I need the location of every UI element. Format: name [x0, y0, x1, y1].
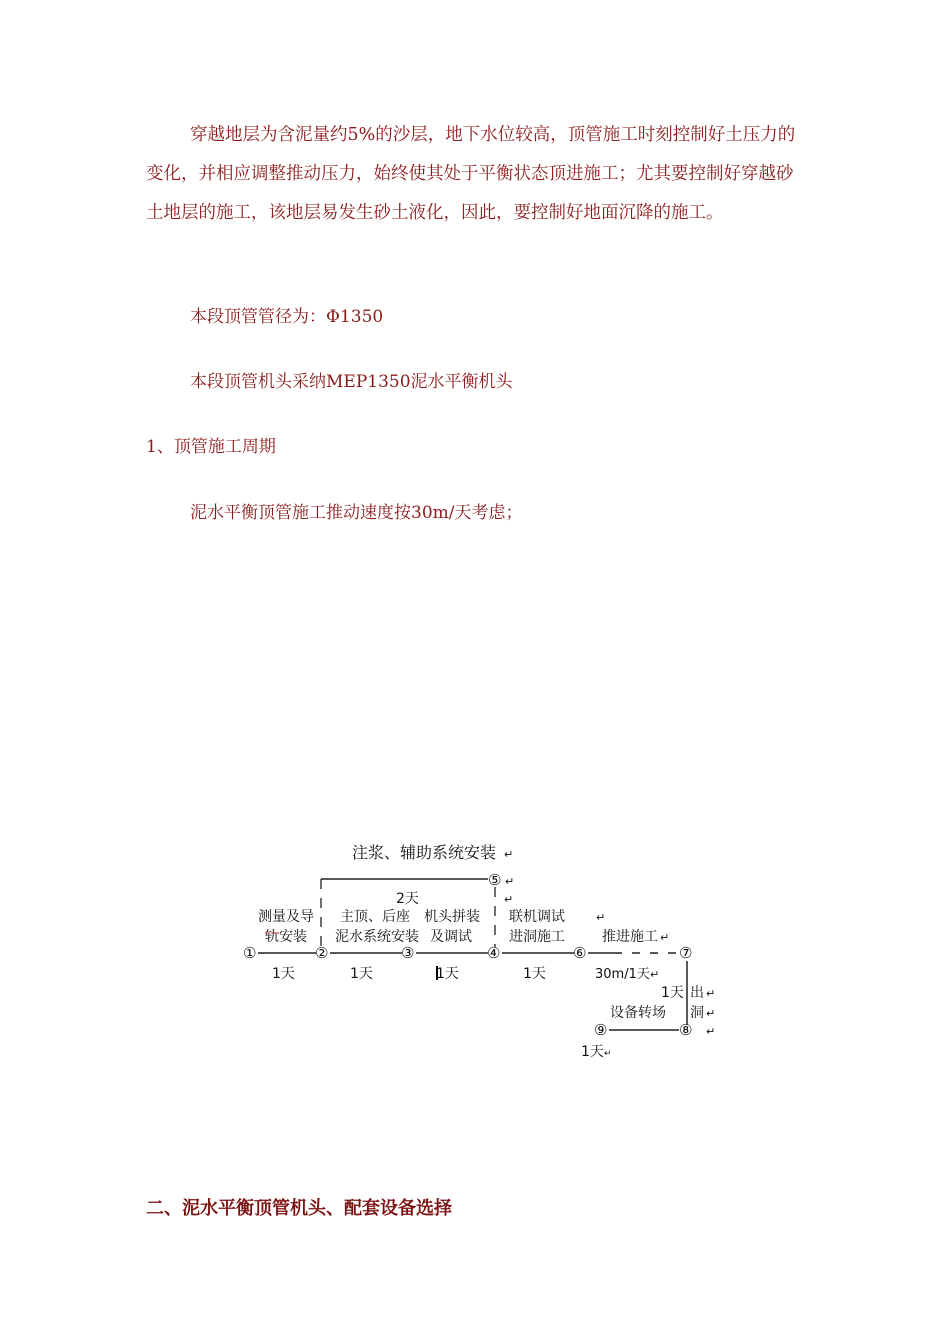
duration-2: 1天	[350, 966, 373, 982]
return-mark: ↵	[660, 931, 670, 944]
task-head-line2: 及调试	[430, 929, 472, 945]
line-push-speed: 泥水平衡顶管施工推动速度按30m/天考虑；	[190, 503, 523, 523]
paragraph-strata	[146, 116, 806, 233]
task-survey-line1: 测量及导	[258, 909, 314, 925]
heading-construction-period: 1、顶管施工周期	[146, 437, 276, 457]
return-mark: ↵	[604, 1049, 612, 1059]
task-jack-line2: 泥水系统安装	[335, 929, 419, 945]
duration-final: 1天	[581, 1044, 604, 1060]
task-head-line1: 机头拼装	[424, 909, 480, 925]
return-mark: ↵	[650, 968, 660, 981]
task-survey-line2: 轨安装	[265, 929, 307, 945]
node-7: ⑦	[679, 944, 693, 962]
node-4: ④	[487, 944, 501, 962]
line-pipe-diameter: 本段顶管管径为：Φ1350	[190, 307, 384, 327]
duration-top-branch: 2天	[396, 891, 419, 907]
return-mark: ↵	[706, 1025, 716, 1038]
paragraph-strata-text: 穿越地层为含泥量约5%的沙层，地下水位较高，顶管施工时刻控制好土压力的变化，并相应调整推动压力，始终使其处于平衡状态顶进施工；尤其要控制好穿越砂土地层的施工，该地层易发生砂土液化，因此，要控制好地面沉降的施工。	[146, 125, 796, 223]
duration-exit: 1天	[661, 985, 684, 1001]
node-9: ⑨	[594, 1021, 608, 1039]
duration-1: 1天	[272, 966, 295, 982]
task-joint-line1: 联机调试	[509, 909, 565, 925]
return-mark: ↵	[706, 987, 716, 1000]
duration-push: 30m/1天	[595, 967, 650, 982]
duration-4: 1天	[523, 966, 546, 982]
node-3: ③	[401, 944, 415, 962]
construction-schedule-diagram	[236, 835, 726, 1070]
task-joint-line2: 进洞施工	[509, 929, 565, 945]
node-2: ②	[315, 944, 329, 962]
task-push: 推进施工	[602, 929, 658, 945]
node-6: ⑥	[573, 944, 587, 962]
node-1: ①	[243, 944, 257, 962]
return-mark: ↵	[504, 893, 514, 906]
exit-char-1: 出	[690, 985, 704, 1001]
return-mark: ↵	[505, 875, 515, 888]
task-jack-line1: 主顶、后座	[340, 909, 410, 925]
heading-section-2: 二、泥水平衡顶管机头、配套设备选择	[146, 1198, 452, 1219]
return-mark: ↵	[706, 1007, 716, 1020]
label-grouting-system: 注浆、辅助系统安装	[352, 843, 497, 862]
task-transfer: 设备转场	[610, 1005, 666, 1021]
line-machine-head: 本段顶管机头采纳MEP1350泥水平衡机头	[190, 372, 513, 392]
duration-3: 1天	[436, 966, 459, 982]
return-mark: ↵	[504, 848, 514, 861]
node-8: ⑧	[679, 1021, 693, 1039]
return-mark: ↵	[596, 911, 606, 924]
node-5: ⑤	[488, 871, 502, 889]
exit-char-2: 洞	[690, 1005, 704, 1021]
